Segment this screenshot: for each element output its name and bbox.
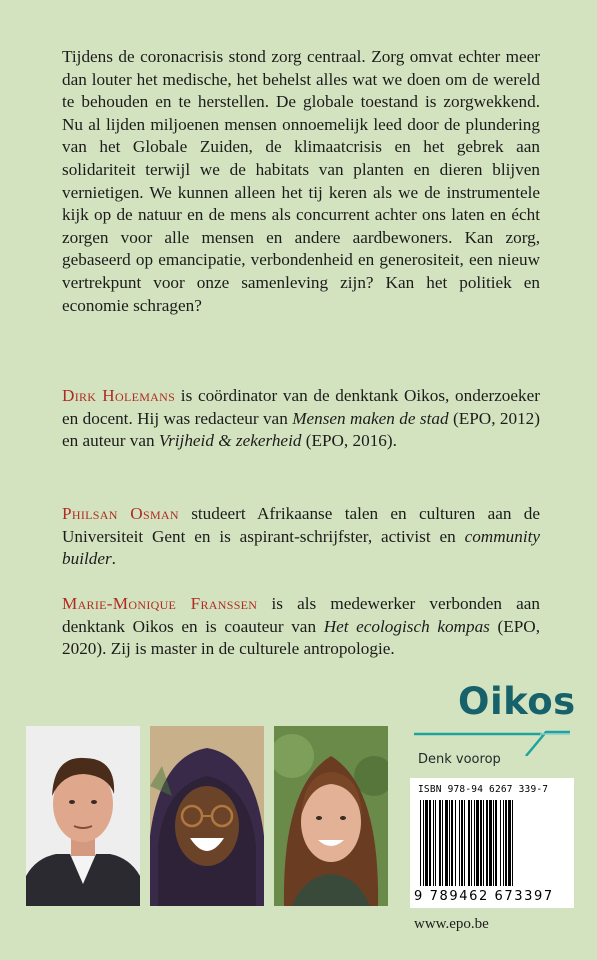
publisher-website: www.epo.be: [414, 916, 489, 932]
author-name: Dirk Holemans: [62, 386, 176, 405]
ean-number: 9 789462 673397: [414, 889, 554, 904]
publisher-logo-oikos: Oikos: [458, 680, 576, 723]
author-bio-marie-monique-franssen: Marie-Monique Franssen is als medewerker verbonden aan denktank Oikos en is coauteur van Het ecologisch kompas (EPO, 2020). Zij is master in de culturele antropologie.: [62, 594, 541, 659]
publisher-tagline: Denk voorop: [418, 752, 501, 767]
author-photo-philsan-osman: [150, 726, 264, 906]
barcode: [410, 778, 574, 908]
author-name: Marie-Monique Franssen: [62, 594, 258, 613]
back-cover-blurb: Tijdens de coronacrisis stond zorg centraal. Zorg omvat echter meer dan louter het medische, het behelst alles wat we doen om de wereld te behouden en te herstellen. De globale toestand is zorgwekkend. Nu al lijden miljoenen mensen onnoemelijk leed door de plundering van het Globale Zuiden, de klimaatcrisis en het gebrek aan solidariteit terwijl we de habitats van planten en dieren blijven vernietigen. We kunnen alleen het tij keren als we de instrumentele kijk op de natuur en de mens als concurrent achter ons laten en écht zorgen voor alle mensen en andere aardbewoners. Kan zorg, gebaseerd op emancipatie, verbondenheid en generositeit, een nieuw vertrekpunt voor onze samenleving zijn? Kan het politiek en economie schragen?: [62, 47, 540, 315]
author-bio-dirk-holemans: Dirk Holemans is coördinator van de denktank Oikos, onderzoeker en docent. Hij was redacteur van Mensen maken de stad (EPO, 2012) en auteur van Vrijheid & zekerheid (EPO, 2016).: [62, 386, 540, 451]
logo-lines-icon: [414, 722, 572, 756]
isbn-text: ISBN 978-94 6267 339-7: [418, 784, 549, 795]
author-name: Philsan Osman: [62, 504, 179, 523]
author-photo-dirk-holemans: [26, 726, 140, 906]
author-bio-philsan-osman: Philsan Osman studeert Afrikaanse talen en culturen aan de Universiteit Gent en is aspirant-schrijfster, activist en community builder.: [62, 504, 540, 569]
author-photo-marie-monique-franssen: [274, 726, 388, 906]
barcode-bars: [416, 800, 568, 888]
